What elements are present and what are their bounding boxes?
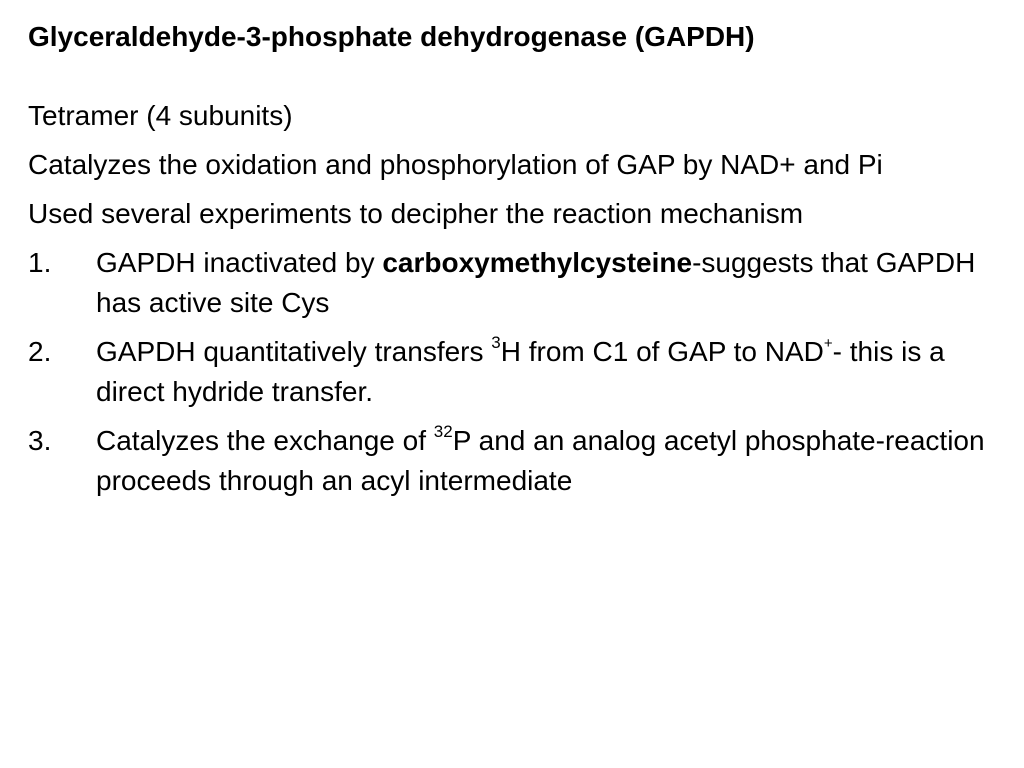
point-tetramer: Tetramer (4 subunits): [28, 100, 293, 131]
list-text: - this is a direct hydride transfer.: [96, 336, 945, 407]
list-item-1: [28, 243, 1008, 323]
superscript: +: [823, 334, 833, 352]
bold-term: carboxymethylcysteine: [382, 247, 693, 278]
list-item-3: [28, 421, 1008, 501]
list-text: GAPDH inactivated by: [96, 247, 383, 278]
slide-body: [28, 96, 1008, 510]
list-text: Catalyzes the exchange of: [96, 425, 434, 456]
list-text: -suggests that GAPDH has active site Cys: [96, 247, 976, 318]
list-text: GAPDH quantitatively transfers: [96, 336, 492, 367]
superscript: 3: [491, 332, 501, 352]
list-text: H from C1 of GAP to NAD: [500, 336, 824, 367]
list-number: 3.: [28, 425, 52, 456]
slide-title: Glyceraldehyde-3-phosphate dehydrogenase (GAPDH): [28, 21, 755, 52]
point-catalyzes: Catalyzes the oxidation and phosphorylation of GAP by NAD+ and Pi: [28, 149, 883, 180]
point-experiments: Used several experiments to decipher the reaction mechanism: [28, 198, 804, 229]
list-item-2: [28, 332, 1008, 412]
superscript: 32: [433, 421, 453, 441]
list-text: P and an analog acetyl phosphate-reaction proceeds through an acyl intermediate: [96, 425, 985, 496]
list-number: 2.: [28, 336, 52, 367]
list-number: 1.: [28, 247, 52, 278]
